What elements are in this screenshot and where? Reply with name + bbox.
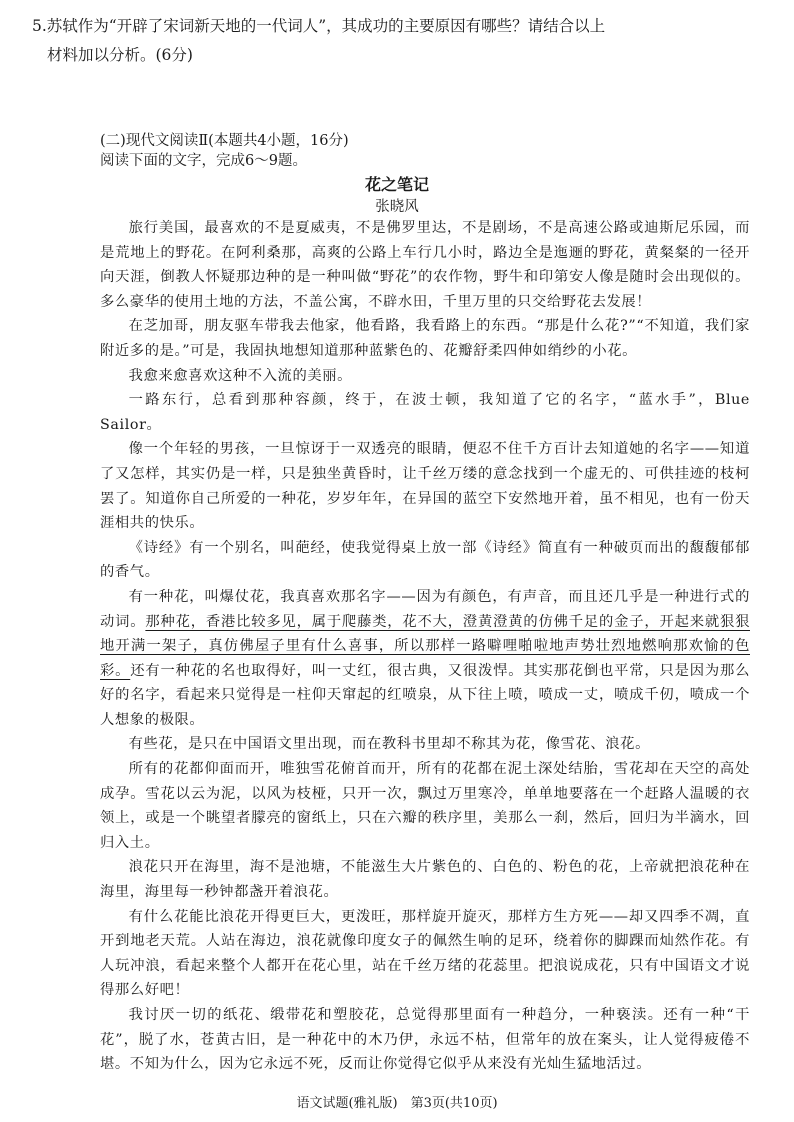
paragraph: 《诗经》有一个别名，叫葩经，使我觉得桌上放一部《诗经》简直有一种破页而出的馥馥郁郁的香气。 xyxy=(100,539,750,581)
article-body xyxy=(100,216,750,1077)
paragraph: 旅行美国，最喜欢的不是夏威夷，不是佛罗里达，不是剧场，不是高速公路或迪斯尼乐园，而是荒地上的野花。在阿利桑那，高爽的公路上车行几小时，路边全是迤逦的野花，黄粲粲的一径开向天涯，倒教人怀疑那边种的是一种叫做“野花”的农作物，野牛和印第安人像是随时会出现似的。多么豪华的使用土地的方法，不盖公寓，不辟水田，千里万里的只交给野花去发展！ xyxy=(100,220,750,310)
paragraph: 我讨厌一切的纸花、缎带花和塑胶花，总觉得那里面有一种趋分，一种亵渎。还有一种“干花”，脱了水，苍黄古旧，是一种花中的木乃伊，永远不枯，但常年的放在案头，让人觉得疲倦不堪。不知为什么，因为它永远不死，反而让你觉得它似乎从来没有光灿生猛地活过。 xyxy=(100,1007,750,1073)
question-5 xyxy=(32,12,757,70)
paragraph: 一路东行，总看到那种容颜，终于，在波士顿，我知道了它的名字，“蓝水手”，Blue Sailor。 xyxy=(100,392,750,433)
page-footer: 语文试题(雅礼版) 第3页(共10页) xyxy=(296,1096,498,1111)
section-heading: (二)现代文阅读Ⅱ(本题共4小题，16分) xyxy=(100,133,349,149)
paragraph-text: 还有一种花的名也取得好，叫一丈红，很古典，又很泼悍。其实那花倒也平常，只是因为那么好的名字，看起来只觉得是一柱仰天窜起的红喷泉，从下往上喷，喷成一丈，喷成千仞，喷成一个人想象的极限。 xyxy=(100,662,750,728)
section-instruction: 阅读下面的文字，完成6～9题。 xyxy=(100,153,307,169)
paragraph: 有些花，是只在中国语文里出现，而在教科书里却不称其为花，像雪花、浪花。 xyxy=(128,736,650,753)
paragraph: 有什么花能比浪花开得更巨大，更泼旺，那样旋开旋灭，那样方生方死——却又四季不凋，直开到地老天荒。人站在海边，浪花就像印度女子的佩然生响的足环，绕着你的脚踝而灿然作花。有人玩冲浪，看起来整个人都开在花心里，站在千丝万绪的花蕊里。把浪说成花，只有中国语文才说得那么好吧！ xyxy=(100,908,750,999)
article-author: 张晓风 xyxy=(375,199,419,215)
paragraph: 在芝加哥，朋友驱车带我去他家，他看路，我看路上的东西。“那是什么花?”“不知道，我们家附近多的是。”可是，我固执地想知道那种蓝紫色的、花瓣舒柔四伸如绡纱的小花。 xyxy=(100,318,750,359)
question-5-line-1: 5.苏轼作为“开辟了宋词新天地的一代词人”，其成功的主要原因有哪些？请结合以上 xyxy=(32,17,606,35)
paragraph: 像一个年轻的男孩，一旦惊讶于一双透亮的眼睛，便忍不住千方百计去知道她的名字——知道了又怎样，其实仍是一样，只是独坐黄昏时，让千丝万缕的意念找到一个虚无的、可供挂迹的枝柯罢了。知道你自己所爱的一种花，岁岁年年，在异国的蓝空下安然地开着，虽不相见，也有一份天涯相共的快乐。 xyxy=(100,441,750,532)
paragraph: 所有的花都仰面而开，唯独雪花俯首而开，所有的花都在泥土深处结胎，雪花却在天空的高处成孕。雪花以云为泥，以风为枝桠，只开一次，飘过万里寒冷，单单地要落在一个赶路人温暖的衣领上，或是一个眺望者朦亮的窗纸上，只在六瓣的秩序里，美那么一刹，然后，回归为半滴水，回归入土。 xyxy=(100,761,750,851)
paragraph: 我愈来愈喜欢这种不入流的美丽。 xyxy=(128,367,353,384)
article-title: 花之笔记 xyxy=(364,175,429,194)
question-5-line-2: 材料加以分析。(6分) xyxy=(47,46,193,64)
paragraph: 浪花只开在海里，海不是池塘，不能滋生大片紫色的、白色的、粉色的花，上帝就把浪花种在海里，海里每一秒钟都盏开着浪花。 xyxy=(100,859,750,901)
paragraph xyxy=(100,585,750,733)
paragraph-text: 有一种花，叫爆仗花，我真喜欢那名字——因为有颜色，有声音，而且还几乎是一种进行式的动词。 xyxy=(100,588,750,630)
underlined-sentence: 那种花，香港比较多见，属于爬藤类，花不大，澄黄澄黄的仿佛千足的金子，开起来就狠狠地开满一架子，真仿佛屋子里有什么喜事，所以那样一路噼哩啪啦地声势壮烈地燃响那欢愉的色彩。 xyxy=(100,613,750,679)
